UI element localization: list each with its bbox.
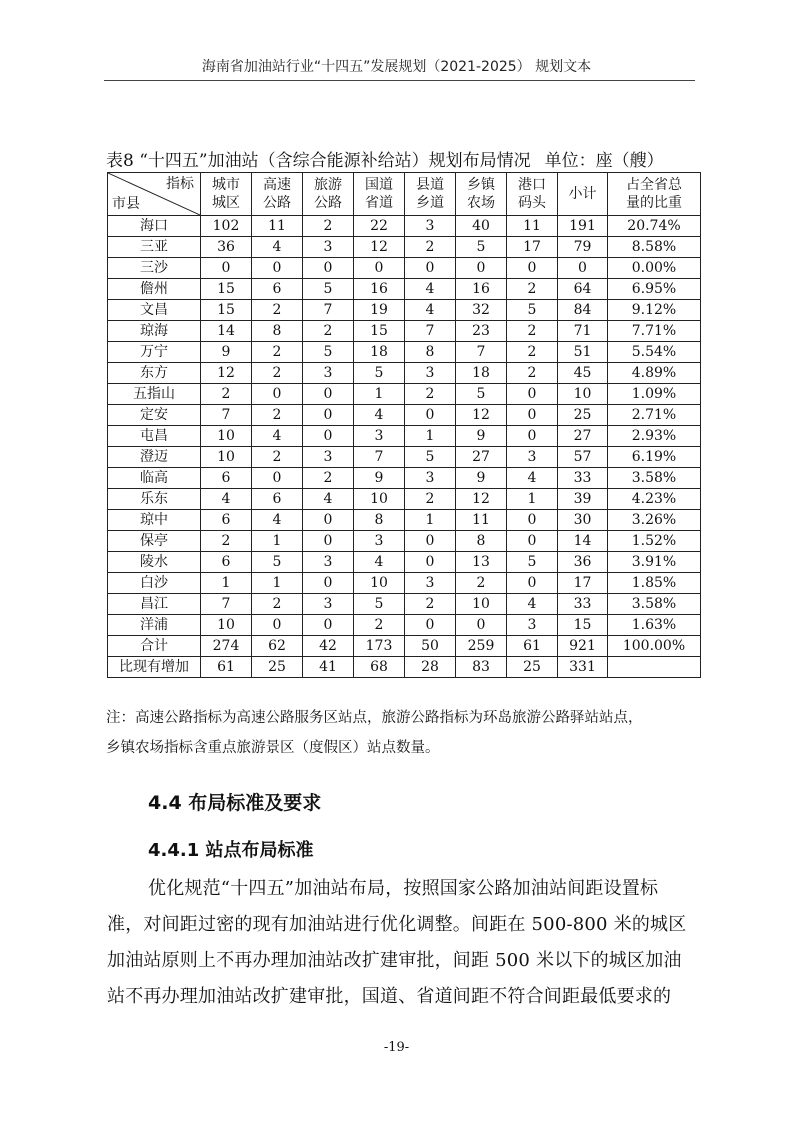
table-cell: 13 [456, 552, 507, 573]
paragraph-line-1: 优化规范“十四五”加油站布局，按照国家公路加油站间距设置标 [148, 878, 659, 899]
table-cell: 15 [558, 615, 608, 636]
column-header-text: 高速 [263, 177, 291, 193]
table-cell [608, 657, 701, 678]
layout-table [107, 172, 701, 678]
table-cell: 1.09% [608, 384, 701, 405]
table-cell: 4 [507, 468, 558, 489]
table-cell: 57 [558, 447, 608, 468]
row-label-cell: 文昌 [108, 300, 201, 321]
table-cell: 4 [405, 300, 456, 321]
table-cell: 0 [252, 384, 303, 405]
row-label-cell: 屯昌 [108, 426, 201, 447]
table-row [108, 573, 701, 594]
table-cell: 1 [252, 531, 303, 552]
table-cell: 61 [507, 636, 558, 657]
table-cell: 2.71% [608, 405, 701, 426]
column-header-text: 省道 [365, 195, 393, 211]
table-row [108, 531, 701, 552]
table-caption-unit: 单位：座（艘） [544, 151, 664, 171]
running-header: 海南省加油站行业“十四五”发展规划（2021-2025） 规划文本 [201, 59, 592, 75]
table-cell: 8 [354, 510, 405, 531]
table-cell: 173 [354, 636, 405, 657]
table-cell: 0 [507, 258, 558, 279]
table-cell: 6 [201, 552, 252, 573]
paragraph-line-2: 准，对间距过密的现有加油站进行优化调整。间距在 500-800 米的城区 [107, 914, 687, 935]
table-cell: 0 [303, 615, 354, 636]
table-cell: 1.63% [608, 615, 701, 636]
column-header-text: 农场 [467, 195, 495, 211]
table-cell: 30 [558, 510, 608, 531]
table-cell: 0 [507, 510, 558, 531]
table-cell: 33 [558, 468, 608, 489]
table-row [108, 636, 701, 657]
table-cell: 4 [303, 489, 354, 510]
table-cell: 5 [354, 594, 405, 615]
table-cell: 5 [252, 552, 303, 573]
table-cell: 28 [405, 657, 456, 678]
column-header [252, 173, 303, 216]
column-header [507, 173, 558, 216]
table-cell: 0 [507, 426, 558, 447]
column-header-text: 占全省总 [626, 177, 682, 193]
table-cell: 41 [303, 657, 354, 678]
table-row [108, 510, 701, 531]
table-cell: 0 [201, 258, 252, 279]
table-cell: 62 [252, 636, 303, 657]
table-cell: 61 [201, 657, 252, 678]
table-row [108, 300, 701, 321]
table-cell: 2 [405, 237, 456, 258]
row-label-cell: 三亚 [108, 237, 201, 258]
row-label-cell: 定安 [108, 405, 201, 426]
table-cell: 9 [201, 342, 252, 363]
table-cell: 11 [507, 216, 558, 237]
table-cell: 10 [558, 384, 608, 405]
table-cell: 2 [507, 279, 558, 300]
header-divider [104, 80, 695, 81]
column-header-text: 公路 [314, 195, 342, 211]
table-row [108, 342, 701, 363]
table-cell: 12 [201, 363, 252, 384]
table-cell: 2 [252, 363, 303, 384]
table-cell: 64 [558, 279, 608, 300]
paragraph-line-4: 站不再办理加油站改扩建审批，国道、省道间距不符合间距最低要求的 [107, 986, 672, 1007]
row-label-cell: 琼海 [108, 321, 201, 342]
column-header [456, 173, 507, 216]
table-cell: 9.12% [608, 300, 701, 321]
table-cell: 102 [201, 216, 252, 237]
table-cell: 5 [354, 363, 405, 384]
table-cell: 5 [507, 552, 558, 573]
table-cell: 0 [252, 468, 303, 489]
table-row [108, 447, 701, 468]
table-cell: 9 [456, 468, 507, 489]
table-row [108, 552, 701, 573]
table-cell: 4 [201, 489, 252, 510]
table-cell: 4 [252, 426, 303, 447]
table-cell: 71 [558, 321, 608, 342]
table-cell: 84 [558, 300, 608, 321]
table-cell: 10 [354, 489, 405, 510]
table-cell: 4 [354, 552, 405, 573]
table-cell: 18 [354, 342, 405, 363]
table-cell: 51 [558, 342, 608, 363]
table-row [108, 216, 701, 237]
table-cell: 5 [507, 300, 558, 321]
table-cell: 1.85% [608, 573, 701, 594]
row-label-cell: 五指山 [108, 384, 201, 405]
page-number: -19- [383, 1040, 410, 1055]
table-row [108, 468, 701, 489]
table-cell: 6 [201, 510, 252, 531]
table-row [108, 657, 701, 678]
column-header-text: 码头 [518, 195, 546, 211]
table-cell: 4 [507, 594, 558, 615]
table-cell: 0 [252, 258, 303, 279]
table-cell: 15 [201, 300, 252, 321]
column-header-text: 港口 [518, 177, 546, 193]
table-cell: 8 [405, 342, 456, 363]
table-cell: 0 [303, 426, 354, 447]
table-note-line-2: 乡镇农场指标含重点旅游景区（度假区）站点数量。 [106, 740, 440, 756]
table-cell: 0 [405, 531, 456, 552]
column-header-text: 乡道 [416, 195, 444, 211]
table-cell: 2 [354, 615, 405, 636]
table-cell: 5 [303, 342, 354, 363]
table-row [108, 594, 701, 615]
table-cell: 8 [456, 531, 507, 552]
table-cell: 0 [405, 405, 456, 426]
table-cell: 5 [303, 279, 354, 300]
row-label-cell: 临高 [108, 468, 201, 489]
row-label-cell: 乐东 [108, 489, 201, 510]
table-cell: 16 [354, 279, 405, 300]
row-label-cell: 合计 [108, 636, 201, 657]
table-cell: 7 [201, 405, 252, 426]
table-cell: 2 [303, 216, 354, 237]
table-cell: 3 [405, 573, 456, 594]
table-cell: 921 [558, 636, 608, 657]
table-row [108, 237, 701, 258]
table-cell: 32 [456, 300, 507, 321]
table-cell: 2 [303, 468, 354, 489]
table-cell: 14 [201, 321, 252, 342]
table-cell: 15 [201, 279, 252, 300]
table-cell: 9 [354, 468, 405, 489]
table-cell: 0 [303, 531, 354, 552]
table-cell: 39 [558, 489, 608, 510]
table-cell: 0 [303, 384, 354, 405]
table-cell: 36 [201, 237, 252, 258]
table-cell: 22 [354, 216, 405, 237]
column-header-text: 公路 [263, 195, 291, 211]
table-cell: 7 [456, 342, 507, 363]
table-cell: 11 [456, 510, 507, 531]
row-label-cell: 三沙 [108, 258, 201, 279]
table-cell: 0 [405, 258, 456, 279]
column-header-text: 旅游 [314, 177, 342, 193]
table-cell: 1.52% [608, 531, 701, 552]
row-label-cell: 海口 [108, 216, 201, 237]
table-cell: 10 [201, 447, 252, 468]
table-cell: 3.91% [608, 552, 701, 573]
table-row [108, 279, 701, 300]
table-cell: 1 [201, 573, 252, 594]
table-cell: 1 [507, 489, 558, 510]
table-cell: 6 [252, 279, 303, 300]
table-cell: 18 [456, 363, 507, 384]
table-cell: 45 [558, 363, 608, 384]
table-cell: 3 [405, 216, 456, 237]
table-cell: 25 [507, 657, 558, 678]
table-cell: 3.58% [608, 594, 701, 615]
table-cell: 6 [252, 489, 303, 510]
table-cell: 5 [456, 237, 507, 258]
table-cell: 5.54% [608, 342, 701, 363]
table-cell: 0.00% [608, 258, 701, 279]
table-cell: 6 [201, 468, 252, 489]
table-cell: 2 [507, 321, 558, 342]
table-cell: 3 [303, 363, 354, 384]
table-row [108, 384, 701, 405]
table-cell: 331 [558, 657, 608, 678]
table-cell: 27 [456, 447, 507, 468]
table-cell: 2 [201, 531, 252, 552]
column-header [201, 173, 252, 216]
table-cell: 68 [354, 657, 405, 678]
table-cell: 19 [354, 300, 405, 321]
table-row [108, 321, 701, 342]
table-cell: 6.95% [608, 279, 701, 300]
table-cell: 4 [354, 405, 405, 426]
column-header-text: 量的比重 [626, 195, 682, 211]
table-cell: 79 [558, 237, 608, 258]
table-cell: 12 [354, 237, 405, 258]
table-cell: 4.89% [608, 363, 701, 384]
table-cell: 12 [456, 489, 507, 510]
table-cell: 0 [354, 258, 405, 279]
table-cell: 2 [252, 342, 303, 363]
table-cell: 0 [558, 258, 608, 279]
table-cell: 12 [456, 405, 507, 426]
table-cell: 2 [252, 447, 303, 468]
column-header-text: 乡镇 [467, 177, 495, 193]
table-cell: 2 [405, 594, 456, 615]
table-cell: 3 [354, 426, 405, 447]
table-row [108, 363, 701, 384]
table-cell: 2 [303, 321, 354, 342]
table-cell: 10 [456, 594, 507, 615]
table-cell: 1 [252, 573, 303, 594]
table-cell: 7 [354, 447, 405, 468]
table-cell: 3 [507, 615, 558, 636]
table-header-row [108, 173, 701, 216]
table-cell: 8 [252, 321, 303, 342]
table-cell: 33 [558, 594, 608, 615]
table-cell: 25 [558, 405, 608, 426]
row-label-cell: 比现有增加 [108, 657, 201, 678]
table-cell: 6.19% [608, 447, 701, 468]
table-caption-title: 表8 “十四五”加油站（含综合能源补给站）规划布局情况 [106, 151, 531, 171]
table-row [108, 405, 701, 426]
table-cell: 7 [405, 321, 456, 342]
table-row [108, 489, 701, 510]
row-label-cell: 昌江 [108, 594, 201, 615]
column-header-text: 城市 [212, 177, 240, 193]
table-row [108, 258, 701, 279]
table-cell: 4 [252, 237, 303, 258]
table-cell: 2 [456, 573, 507, 594]
table-cell: 42 [303, 636, 354, 657]
table-body [108, 216, 701, 678]
table-cell: 0 [405, 552, 456, 573]
corner-label-county: 市县 [112, 196, 140, 212]
table-cell: 3 [405, 363, 456, 384]
row-label-cell: 洋浦 [108, 615, 201, 636]
table-cell: 3 [507, 447, 558, 468]
table-cell: 1 [354, 384, 405, 405]
table-note-line-1: 注：高速公路指标为高速公路服务区站点，旅游公路指标为环岛旅游公路驿站站点， [106, 710, 643, 726]
table-cell: 10 [354, 573, 405, 594]
table-cell: 0 [456, 615, 507, 636]
table-cell: 1 [405, 510, 456, 531]
table-cell: 0 [303, 258, 354, 279]
row-label-cell: 儋州 [108, 279, 201, 300]
table-row [108, 426, 701, 447]
table-cell: 3.26% [608, 510, 701, 531]
table-cell: 0 [303, 573, 354, 594]
table-cell: 3 [303, 552, 354, 573]
row-label-cell: 保亭 [108, 531, 201, 552]
section-heading: 4.4 布局标准及要求 [148, 792, 322, 814]
paragraph-line-3: 加油站原则上不再办理加油站改扩建审批，间距 500 米以下的城区加油 [107, 950, 682, 971]
table-cell: 4 [252, 510, 303, 531]
table-cell: 0 [303, 405, 354, 426]
row-label-cell: 澄迈 [108, 447, 201, 468]
table-cell: 11 [252, 216, 303, 237]
table-cell: 5 [456, 384, 507, 405]
corner-header-cell [108, 173, 201, 216]
table-cell: 2 [405, 489, 456, 510]
row-label-cell: 陵水 [108, 552, 201, 573]
table-cell: 3.58% [608, 468, 701, 489]
column-header-text: 国道 [365, 177, 393, 193]
table-cell: 17 [558, 573, 608, 594]
table-cell: 10 [201, 615, 252, 636]
table-cell: 40 [456, 216, 507, 237]
table-cell: 1 [405, 426, 456, 447]
table-cell: 2 [201, 384, 252, 405]
table-cell: 259 [456, 636, 507, 657]
table-cell: 3 [303, 594, 354, 615]
table-cell: 4 [405, 279, 456, 300]
table-cell: 3 [303, 447, 354, 468]
table-cell: 2 [252, 594, 303, 615]
table-cell: 3 [354, 531, 405, 552]
row-label-cell: 白沙 [108, 573, 201, 594]
table-cell: 274 [201, 636, 252, 657]
table-cell: 0 [252, 615, 303, 636]
table-cell: 50 [405, 636, 456, 657]
table-cell: 15 [354, 321, 405, 342]
column-header [608, 173, 701, 216]
table-cell: 2 [252, 405, 303, 426]
table-cell: 2.93% [608, 426, 701, 447]
table-cell: 16 [456, 279, 507, 300]
table-cell: 7.71% [608, 321, 701, 342]
table-cell: 2 [405, 384, 456, 405]
table-cell: 3 [405, 468, 456, 489]
row-label-cell: 琼中 [108, 510, 201, 531]
table-row [108, 615, 701, 636]
table-cell: 9 [456, 426, 507, 447]
table-cell: 7 [201, 594, 252, 615]
table-caption [106, 146, 706, 171]
corner-label-indicator: 指标 [166, 176, 194, 192]
table-cell: 5 [405, 447, 456, 468]
row-label-cell: 东方 [108, 363, 201, 384]
table-cell: 3 [303, 237, 354, 258]
table-cell: 0 [456, 258, 507, 279]
table-cell: 17 [507, 237, 558, 258]
table-cell: 191 [558, 216, 608, 237]
table-cell: 20.74% [608, 216, 701, 237]
table-cell: 0 [507, 573, 558, 594]
column-header-text: 县道 [416, 177, 444, 193]
column-header [303, 173, 354, 216]
table-cell: 0 [303, 510, 354, 531]
table-cell: 25 [252, 657, 303, 678]
table-cell: 23 [456, 321, 507, 342]
subsection-heading: 4.4.1 站点布局标准 [148, 840, 314, 861]
table-cell: 10 [201, 426, 252, 447]
table-cell: 7 [303, 300, 354, 321]
column-header [354, 173, 405, 216]
table-cell: 2 [507, 363, 558, 384]
table-cell: 4.23% [608, 489, 701, 510]
table-cell: 2 [252, 300, 303, 321]
column-header [558, 173, 608, 216]
table-cell: 83 [456, 657, 507, 678]
table-cell: 8.58% [608, 237, 701, 258]
table-cell: 0 [507, 405, 558, 426]
table-cell: 36 [558, 552, 608, 573]
table-cell: 27 [558, 426, 608, 447]
column-header-text: 小计 [568, 186, 597, 202]
table-cell: 2 [507, 342, 558, 363]
column-header-text: 城区 [212, 195, 240, 211]
table-cell: 100.00% [608, 636, 701, 657]
table-cell: 0 [507, 384, 558, 405]
table-cell: 0 [405, 615, 456, 636]
table-cell: 0 [507, 531, 558, 552]
table-cell: 14 [558, 531, 608, 552]
row-label-cell: 万宁 [108, 342, 201, 363]
column-header [405, 173, 456, 216]
